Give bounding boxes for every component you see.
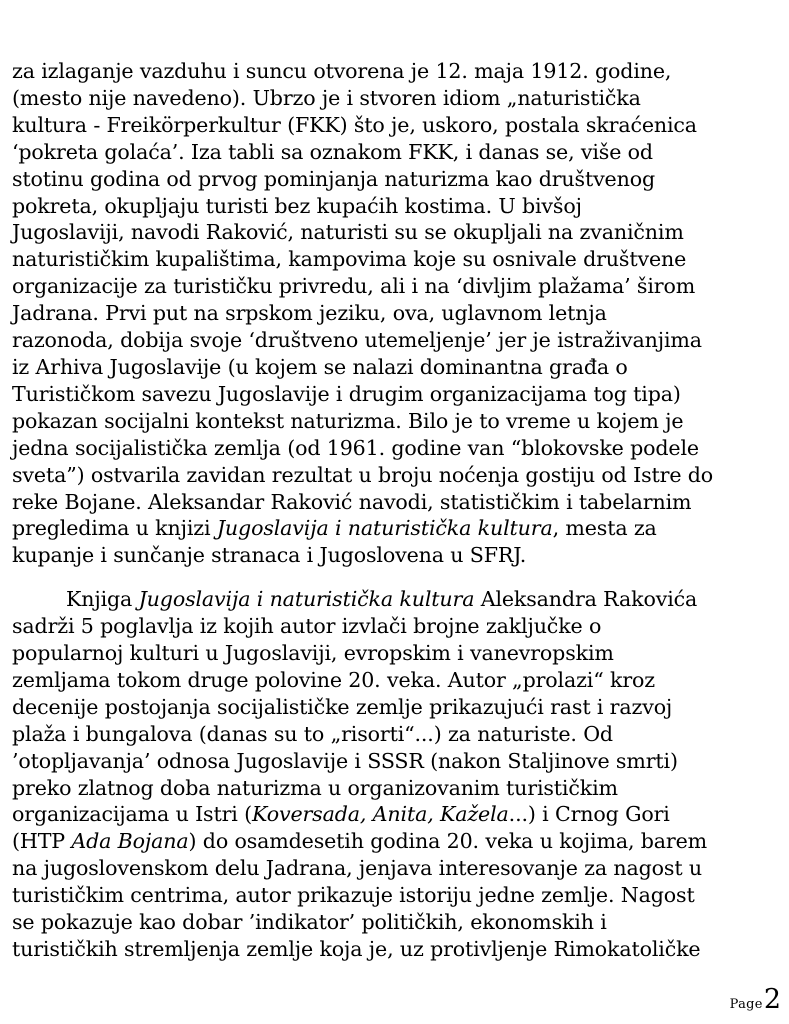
text-line: [12, 640, 732, 667]
paragraph-spacer: [12, 569, 732, 586]
text-run: kultura - Freikörperkultur (FKK) što je, uskoro, postala skraćenica: [12, 112, 697, 137]
text-line: [12, 489, 732, 516]
text-run: turističkih stremljenja zemlje koja je, uz protivljenje Rimokatoličke: [12, 937, 701, 961]
text-run: reke Bojane. Aleksandar Raković navodi, statističkim i tabelarnim: [12, 489, 692, 514]
text-line: [12, 462, 732, 489]
italic-text: Jugoslavija i naturistička kultura: [138, 587, 475, 612]
text-line: [12, 85, 732, 112]
text-run: iz Arhiva Jugoslavije (u kojem se nalazi dominantna građa o: [12, 354, 628, 379]
text-line: [12, 193, 732, 220]
text-line: [12, 166, 732, 193]
text-line: [12, 694, 732, 721]
text-run: Knjiga: [66, 587, 139, 612]
text-run: , mesta za: [552, 516, 657, 541]
text-line: [12, 273, 732, 300]
text-run: kupanje i sunčanje stranaca i Jugoslovena u SFRJ.: [12, 543, 527, 568]
text-line: [12, 112, 732, 139]
text-line: [12, 909, 732, 936]
text-run: ’otopljavanja’ odnosa Jugoslavije i SSSR (nakon Staljinove smrti): [12, 748, 678, 773]
text-run: decenije postojanja socijalističke zemlje prikazujući rast i razvoj: [12, 694, 673, 719]
text-line: [12, 435, 732, 462]
text-line: [12, 801, 732, 828]
text-run: pregledima u knjizi: [12, 516, 217, 541]
text-run: plaža i bungalova (danas su to „risorti“...) za naturiste. Od: [12, 721, 613, 746]
text-line: [12, 219, 732, 246]
text-run: pokazan socijalni kontekst naturizma. Bilo je to vreme u kojem je: [12, 408, 684, 433]
text-run: ‘pokreta golaća’. Iza tabli sa oznakom FKK, i danas se, više od: [12, 139, 653, 164]
paragraph-1: [12, 58, 732, 569]
text-line: [12, 667, 732, 694]
page-number-value: 2: [763, 984, 781, 1015]
text-run: naturističkim kupalištima, kampovima koje su osnivale društvene: [12, 247, 687, 272]
text-line: [12, 721, 732, 748]
text-line: [12, 354, 732, 381]
text-run: razonoda, dobija svoje ‘društveno utemeljenje’ jer je istraživanjima: [12, 328, 702, 353]
text-line: [12, 58, 732, 85]
text-run: Turističkom savezu Jugoslavije i drugim organizacijama tog tipa): [12, 381, 681, 406]
text-line: [12, 381, 732, 408]
text-line: [12, 139, 732, 166]
text-run: Jugoslaviji, navodi Raković, naturisti su se okupljali na zvaničnim: [12, 220, 684, 245]
text-run: sadrži 5 poglavlja iz kojih autor izvlači brojne zaključke o: [12, 614, 602, 639]
italic-text: Jugoslavija i naturistička kultura: [216, 516, 553, 541]
document-body: [12, 58, 732, 963]
text-run: za izlaganje vazduhu i suncu otvorena je 12. maja 1912. godine,: [12, 59, 672, 83]
text-run: na jugoslovenskom delu Jadrana, jenjava interesovanje za nagost u: [12, 856, 702, 881]
text-line: [12, 936, 732, 963]
italic-text: Ada Bojana: [71, 829, 189, 854]
text-line: [12, 775, 732, 802]
text-run: turističkim centrima, autor prikazuje istoriju jedne zemlje. Nagost: [12, 883, 695, 908]
paragraph-2: [12, 586, 732, 963]
text-run: organizacije za turističku privredu, ali i na ‘divljim plažama’ širom: [12, 274, 696, 299]
text-line: [12, 246, 732, 273]
text-run: zemljama tokom druge polovine 20. veka. Autor „prolazi“ kroz: [12, 667, 655, 692]
text-run: (mesto nije navedeno). Ubrzo je i stvoren idiom „naturistička: [12, 85, 641, 110]
text-line: [12, 515, 732, 542]
page-number: [730, 984, 781, 1015]
text-line: [12, 613, 732, 640]
text-run: se pokazuje kao dobar ’indikator’ političkih, ekonomskih i: [12, 910, 607, 935]
text-line: [12, 300, 732, 327]
text-run: Jadrana. Prvi put na srpskom jeziku, ova, uglavnom letnja: [12, 301, 607, 326]
text-line: [12, 586, 732, 613]
text-line: [12, 855, 732, 882]
text-run: (HTP: [12, 829, 72, 854]
text-line: [12, 542, 732, 569]
text-line: [12, 748, 732, 775]
text-run: popularnoj kulturi u Jugoslaviji, evropskim i vanevropskim: [12, 641, 614, 666]
text-run: ) do osamdesetih godina 20. veka u kojima, barem: [188, 829, 708, 854]
text-run: Aleksandra Rakovića: [474, 587, 698, 612]
text-run: preko zlatnog doba naturizma u organizovanim turističkim: [12, 775, 618, 800]
text-run: jedna socijalistička zemlja (od 1961. godine van “blokovske podele: [12, 435, 699, 460]
text-line: [12, 882, 732, 909]
text-run: organizacijama u Istri (: [12, 802, 253, 827]
italic-text: Koversada, Anita, Kažela: [252, 802, 509, 827]
text-run: stotinu godina od prvog pominjanja naturizma kao društvenog: [12, 166, 655, 191]
text-run: sveta”) ostvarila zavidan rezultat u broju noćenja gostiju od Istre do: [12, 462, 714, 487]
text-run: pokreta, okupljaju turisti bez kupaćih kostima. U bivšoj: [12, 193, 582, 218]
text-line: [12, 828, 732, 855]
text-line: [12, 327, 732, 354]
text-run: ...) i Crnog Gori: [508, 802, 670, 827]
page-label: Page: [729, 997, 763, 1012]
text-line: [12, 408, 732, 435]
